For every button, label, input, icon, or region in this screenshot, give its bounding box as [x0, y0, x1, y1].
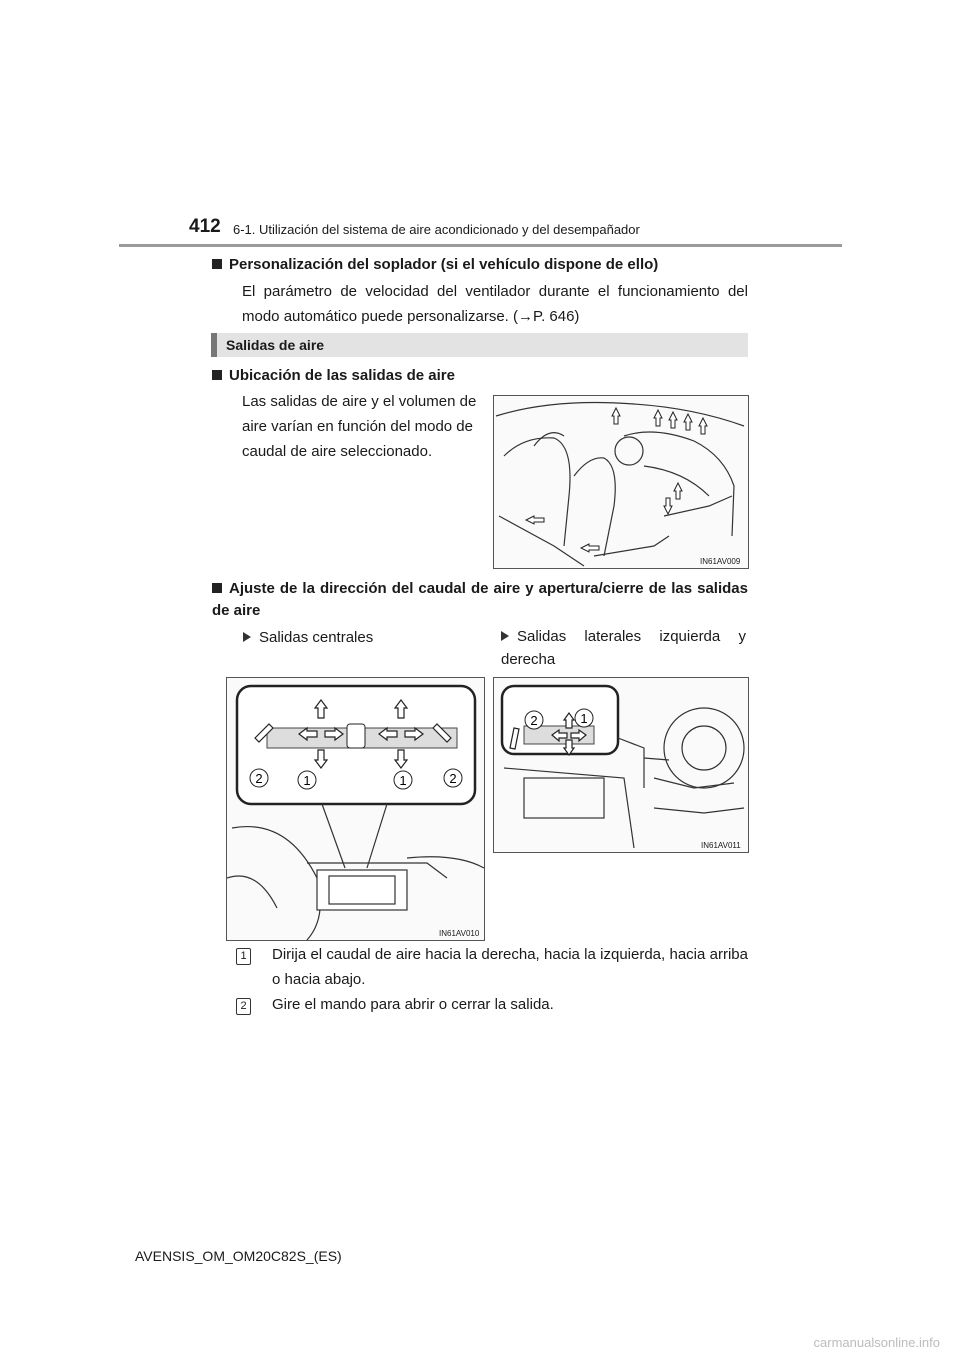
adjust-heading: Ajuste de la dirección del caudal de aire y apertura/cierre de las salidas de aire: [212, 580, 748, 619]
note-1-text: Dirija el caudal de aire hacia la derecha, hacia la izquierda, hacia arriba o hacia abajo.: [272, 946, 748, 988]
square-bullet-icon: [212, 370, 222, 380]
callout-1: 1: [580, 711, 588, 726]
footer-doc-code: AVENSIS_OM_OM20C82S_(ES): [135, 1248, 342, 1264]
callout-2: 2: [530, 713, 538, 728]
figure-code: IN61AV010: [439, 929, 480, 938]
location-text: Las salidas de aire y el volumen de aire varían en función del modo de caudal de aire seleccionado.: [242, 393, 477, 460]
note-number-box: [236, 996, 251, 1015]
blower-heading: Personalización del soplador (si el vehículo dispone de ello): [212, 256, 752, 273]
figure-code: IN61AV011: [701, 841, 741, 850]
callout-2: 2: [255, 771, 263, 786]
callout-1: 1: [303, 773, 311, 788]
square-bullet-icon: [212, 583, 222, 593]
central-outlets-label: Salidas centrales: [243, 625, 463, 650]
note-number: 2: [236, 998, 251, 1015]
section-title-bar: [211, 333, 748, 357]
square-bullet-icon: [212, 259, 222, 269]
arrow-right-icon: →: [518, 308, 533, 325]
page-reference-link[interactable]: P. 646): [533, 308, 580, 325]
figure-code: IN61AV009: [700, 557, 741, 566]
side-outlets-label: Salidas laterales izquierda y derecha: [501, 628, 746, 668]
header-rule: [119, 244, 842, 247]
cabin-air-outlets-figure: [493, 395, 749, 569]
side-outlets-figure: [493, 677, 749, 853]
central-outlets-illustration: [227, 678, 484, 940]
callout-2: 2: [449, 771, 457, 786]
side-outlets-illustration: [494, 678, 748, 852]
note-2-text: Gire el mando para abrir o cerrar la salida.: [272, 996, 554, 1013]
callout-1: 1: [399, 773, 407, 788]
watermark: carmanualsonline.info: [813, 1335, 940, 1350]
cabin-illustration: [494, 396, 748, 568]
running-header: 6-1. Utilización del sistema de aire acondicionado y del desempañador: [233, 222, 640, 237]
note-number-box: [236, 946, 251, 965]
triangle-bullet-icon: [501, 631, 509, 641]
blower-text: El parámetro de velocidad del ventilador durante el funcionamiento del modo automático puede personalizarse. (→P. 646): [242, 283, 748, 325]
triangle-bullet-icon: [243, 632, 251, 642]
section-title: Salidas de aire: [226, 337, 325, 353]
page-number: 412: [189, 216, 221, 237]
note-number: 1: [236, 948, 251, 965]
location-heading: Ubicación de las salidas de aire: [212, 367, 512, 384]
central-outlets-figure: [226, 677, 485, 941]
